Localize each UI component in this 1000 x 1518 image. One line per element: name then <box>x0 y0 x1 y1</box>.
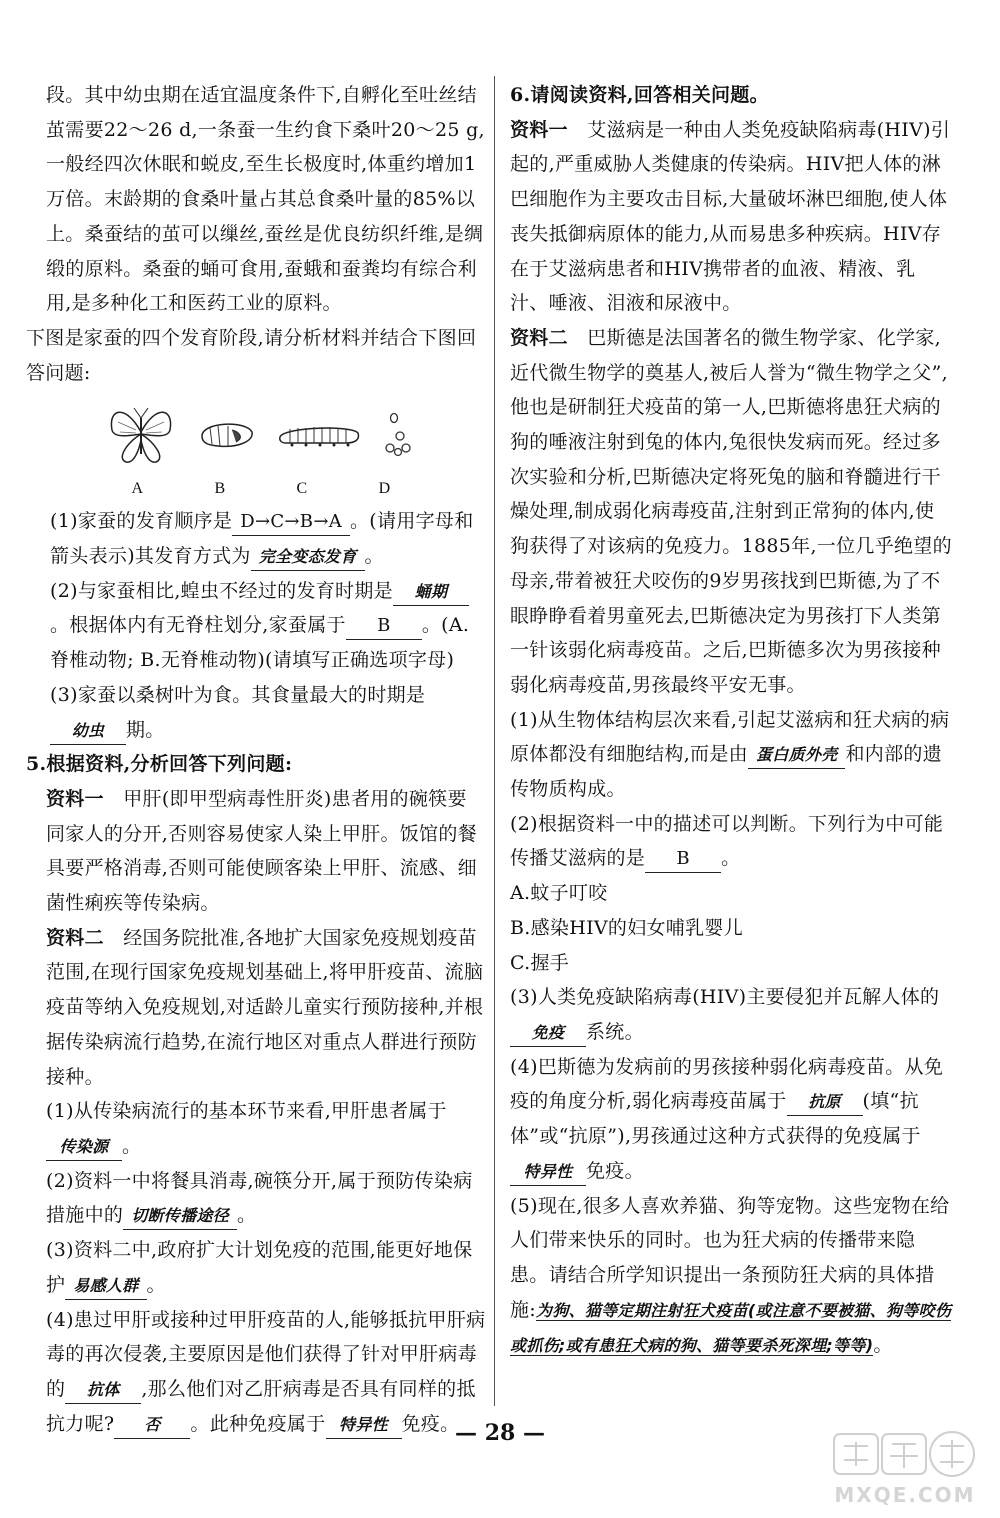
answer-blank[interactable]: B <box>645 846 721 873</box>
answer-blank[interactable]: 易感人群 <box>65 1273 146 1300</box>
answer-blank[interactable]: 特异性 <box>510 1159 586 1186</box>
answer-blank[interactable]: 蛹期 <box>393 579 469 606</box>
option-c: C.握手 <box>510 951 570 974</box>
answer-blank[interactable]: 抗体 <box>65 1377 141 1404</box>
label-c: C <box>296 480 308 498</box>
q5-material-2: 资料二 经国务院批准,各地扩大国家免疫规划疫苗范围,在现行国家免疫规划基础上,将甲肝疫苗、流脑疫苗等纳入免疫规划,对适龄儿童实行预防接种,并根据传染病流行趋势,在流行地区对重点人群进行预防接种。 <box>46 926 484 1088</box>
page-number: — 28 — <box>455 1420 545 1446</box>
q5-4: (4)患过甲肝或接种过甲肝疫苗的人,能够抵抗甲肝病毒的再次侵袭,主要原因是他们获得了针对甲肝病毒的 抗体 ,那么他们对乙肝病毒是否具有同样的抵抗力呢? 否 。此种免疫属于 特异性 免疫。 <box>46 1303 486 1442</box>
q5-1: (1)从传染病流行的基本环节来看,甲肝患者属于传染源 。 <box>46 1094 486 1163</box>
q6-4: (4)巴斯德为发病前的男孩接种弱化病毒疫苗。从免疫的角度分析,弱化病毒疫苗属于 抗原 (填“抗体”或“抗原”),男孩通过这种方式获得的免疫属于特异性 免疫。 <box>510 1050 952 1189</box>
answer-blank[interactable]: 特异性 <box>326 1412 402 1439</box>
answer-blank[interactable]: 完全变态发育 <box>251 544 365 571</box>
label-a: A <box>131 480 144 498</box>
larva-illustration <box>276 419 362 449</box>
answer-blank[interactable]: D→C→B→A <box>232 509 350 536</box>
answer-blank[interactable]: 传染源 <box>46 1134 122 1161</box>
left-column <box>26 78 486 1441</box>
eggs-illustration <box>382 410 416 458</box>
pupa-illustration <box>196 414 256 454</box>
column-divider <box>494 76 495 1406</box>
q4-2: (2)与家蚕相比,蝗虫不经过的发育时期是 蛹期。根据体内有无脊柱划分,家蚕属于 B 。(A.脊椎动物; B.无脊椎动物)(请填写正确选项字母) <box>50 579 470 672</box>
answer-blank[interactable]: 切断传播途径 <box>123 1203 237 1230</box>
answer-blank[interactable]: 为狗、猫等定期注射狂犬疫苗(或注意不要被猫、狗等咬伤或抓伤;或有患狂犬病的狗、猫等要杀死深埋;等等) <box>510 1300 952 1356</box>
q5-2: (2)资料一中将餐具消毒,碗筷分开,属于预防传染病措施中的 切断传播途径 。 <box>46 1164 486 1233</box>
answer-blank[interactable]: 抗原 <box>787 1089 863 1116</box>
material-tag: 资料一 <box>510 118 568 141</box>
label-d: D <box>378 480 391 498</box>
material-tag: 资料一 <box>46 787 104 810</box>
q5-material-1: 资料一 甲肝(即甲型病毒性肝炎)患者用的碗筷要同家人的分开,否则容易使家人染上甲肝。饭馆的餐具要严格消毒,否则可能使顾客染上甲肝、流感、细菌性痢疾等传染病。 <box>46 787 477 915</box>
watermark-logo <box>830 1430 980 1512</box>
q6-title: 6.请阅读资料,回答相关问题。 <box>510 84 769 106</box>
q6-5: (5)现在,很多人喜欢养猫、狗等宠物。这些宠物在给人们带来快乐的同时。也为狂犬病的传播带来隐患。请结合所学知识提出一条预防狂犬病的具体措施:为狗、猫等定期注射狂犬疫苗(或注意不要被猫、狗等咬伤或抓伤;或有患狂犬病的狗、猫等要杀死深埋;等等)。 <box>510 1194 952 1357</box>
right-column <box>510 78 952 1364</box>
label-b: B <box>214 480 226 498</box>
silkworm-stages-figure <box>96 394 426 474</box>
q5-3: (3)资料二中,政府扩大计划免疫的范围,能更好地保护 易感人群 。 <box>46 1233 486 1302</box>
q4-3: (3)家蚕以桑树叶为食。其食量最大的时期是幼虫 期。 <box>46 678 486 747</box>
answer-blank[interactable]: B <box>346 613 422 640</box>
moth-illustration <box>106 402 176 466</box>
answer-blank[interactable]: 免疫 <box>510 1020 586 1047</box>
figure-intro: 下图是家蚕的四个发育阶段,请分析材料并结合下图回答问题: <box>26 326 477 384</box>
q6-2: (2)根据资料一中的描述可以判断。下列行为中可能传播艾滋病的是 B 。 <box>510 807 952 876</box>
material-tag: 资料二 <box>510 326 568 349</box>
option-a: A.蚊子叮咬 <box>510 882 608 905</box>
answer-blank[interactable]: 蛋白质外壳 <box>748 742 846 769</box>
silkworm-paragraph: 段。其中幼虫期在适宜温度条件下,自孵化至吐丝结茧需要22～26 d,一条蚕一生约食下桑叶20～25 g,一般经四次休眠和蜕皮,至生长极度时,体重约增加1万倍。末龄期的食桑叶量占其总食桑叶量的85%以上。桑蚕结的茧可以缫丝,蚕丝是优良纺织纤维,是绸缎的原料。桑蚕的蛹可食用,蚕蛾和蚕粪均有综合利用,是多种化工和医药工业的原料。 <box>46 84 485 315</box>
q6-3: (3)人类免疫缺陷病毒(HIV)主要侵犯并瓦解人体的免疫 系统。 <box>510 980 952 1049</box>
q4-1: (1)家蚕的发育顺序是 D→C→B→A 。(请用字母和箭头表示)其发育方式为 完全变态发育 。 <box>46 504 486 573</box>
q6-material-1: 资料一 艾滋病是一种由人类免疫缺陷病毒(HIV)引起的,严重威胁人类健康的传染病。HIV把人体的淋巴细胞作为主要攻击目标,大量破坏淋巴细胞,使人体丧失抵御病原体的能力,从而易患多种疾病。HIV存在于艾滋病患者和HIV携带者的血液、精液、乳汁、唾液、泪液和尿液中。 <box>510 118 951 315</box>
answer-blank[interactable]: 否 <box>114 1412 190 1439</box>
option-b: B.感染HIV的妇女哺乳婴儿 <box>510 916 743 939</box>
svg-text:MXQE.COM: MXQE.COM <box>834 1483 976 1507</box>
q6-material-2: 资料二 巴斯德是法国著名的微生物学家、化学家,近代微生物学的奠基人,被后人誉为“微生物学之父”,他也是研制狂犬疫苗的第一人,巴斯德将患狂犬病的狗的唾液注射到兔的体内,兔很快发病而死。经过多次实验和分析,巴斯德决定将死兔的脑和脊髓进行干燥处理,制成弱化病毒疫苗,注射到正常狗的体内,使狗获得了对该病的免疫力。1885年,一位几乎绝望的母亲,带着被狂犬咬伤的9岁男孩找到巴斯德,为了不眼睁睁看着男童死去,巴斯德决定为男孩打下人类第一针该弱化病毒疫苗。之后,巴斯德多次为男孩接种弱化病毒疫苗,男孩最终平安无事。 <box>510 326 952 696</box>
answer-blank[interactable]: 幼虫 <box>50 718 126 745</box>
q6-1: (1)从生物体结构层次来看,引起艾滋病和狂犬病的病原体都没有细胞结构,而是由 蛋白质外壳 和内部的遗传物质构成。 <box>510 708 950 801</box>
q5-title: 5.根据资料,分析回答下列问题: <box>26 753 293 776</box>
figure-labels <box>96 474 426 504</box>
material-tag: 资料二 <box>46 926 104 949</box>
